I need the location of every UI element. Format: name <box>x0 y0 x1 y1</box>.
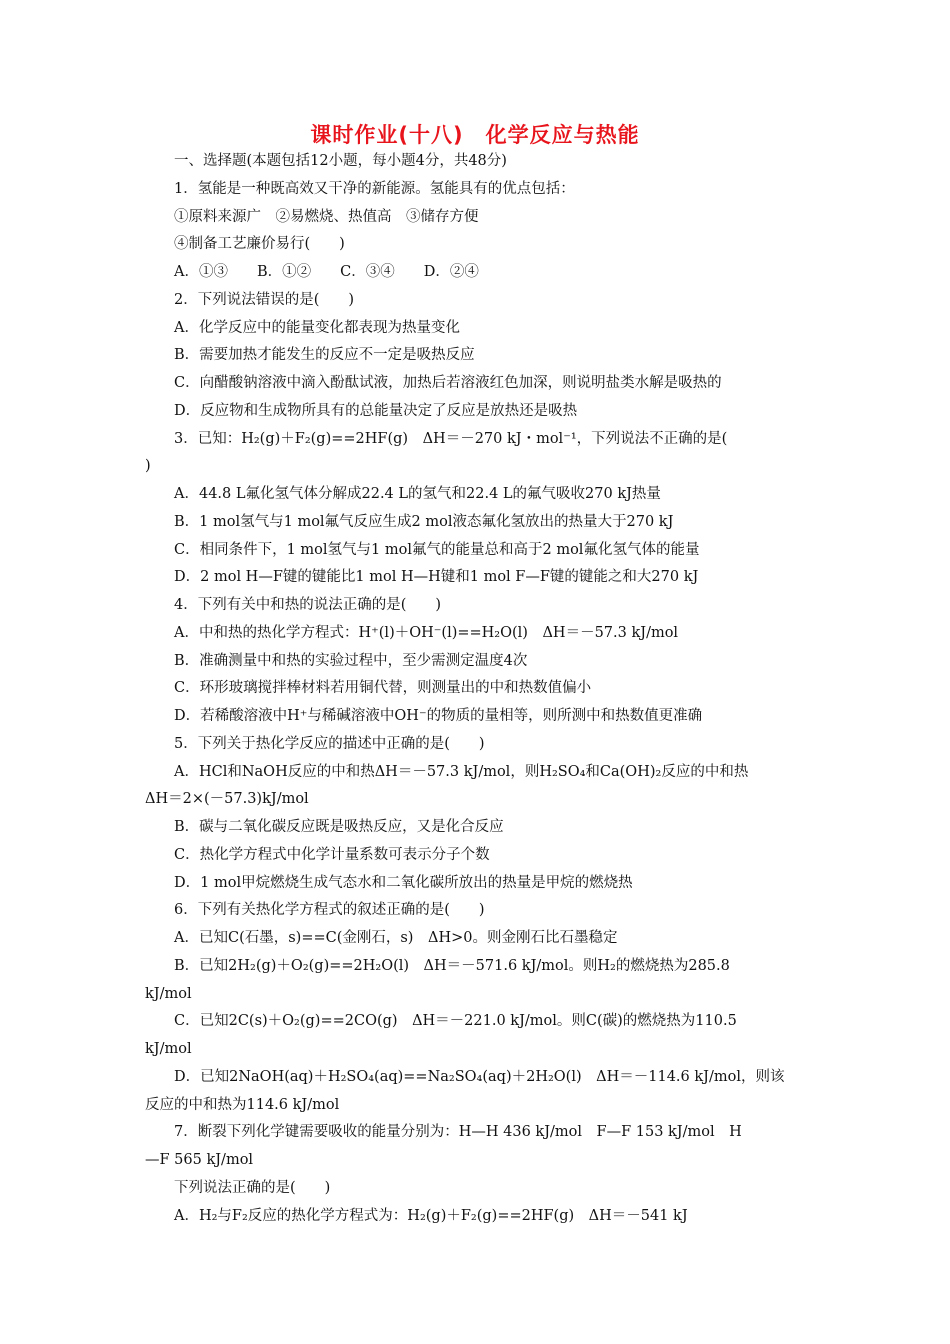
question-6-option-b-continued: kJ/mol <box>145 985 192 1002</box>
question-2-option-b: B．需要加热才能发生的反应不一定是吸热反应 <box>174 347 475 364</box>
question-7-stem: 7．断裂下列化学键需要吸收的能量分别为：H—H 436 kJ/mol F—F 153 kJ/mol H <box>174 1124 742 1141</box>
question-3-option-c: C．相同条件下，1 mol氢气与1 mol氟气的能量总和高于2 mol氟化氢气体的能量 <box>174 541 700 558</box>
question-7-option-a: A．H₂与F₂反应的热化学方程式为：H₂(g)＋F₂(g)==2HF(g) ΔH＝－541 kJ <box>174 1207 688 1224</box>
question-5-option-b: B．碳与二氧化碳反应既是吸热反应，又是化合反应 <box>174 819 504 835</box>
question-6-option-c: C．已知2C(s)＋O₂(g)==2CO(g) ΔH＝－221.0 kJ/mol。则C(碳)的燃烧热为110.5 <box>174 1013 737 1030</box>
question-1-text: ①原料来源广 ②易燃烧、热值高 ③储存方便 <box>174 208 479 225</box>
section-heading: 一、选择题(本题包括12小题，每小题4分，共48分) <box>174 153 507 169</box>
question-6-stem: 6．下列有关热化学方程式的叙述正确的是( ) <box>174 902 485 919</box>
question-4-stem: 4．下列有关中和热的说法正确的是( ) <box>174 597 442 613</box>
question-6-option-d: D．已知2NaOH(aq)＋H₂SO₄(aq)==Na₂SO₄(aq)＋2H₂O(l) ΔH＝－114.6 kJ/mol，则该 <box>174 1068 785 1085</box>
question-3-stem-continued: ) <box>145 458 151 475</box>
question-6-option-c-continued: kJ/mol <box>145 1041 192 1057</box>
question-4-option-b: B．准确测量中和热的实验过程中，至少需测定温度4次 <box>174 652 528 669</box>
question-1-stem: 1．氢能是一种既高效又干净的新能源。氢能具有的优点包括： <box>174 180 575 197</box>
question-3-option-a: A．44.8 L氟化氢气体分解成22.4 L的氢气和22.4 L的氟气吸收270 kJ热量 <box>174 486 661 502</box>
question-4-option-a: A．中和热的热化学方程式：H⁺(l)＋OH⁻(l)==H₂O(l) ΔH＝－57.3 kJ/mol <box>174 624 679 641</box>
question-3-option-b: B．1 mol氢气与1 mol氟气反应生成2 mol液态氟化氢放出的热量大于270 kJ <box>174 513 674 530</box>
question-7-prompt: 下列说法正确的是( ) <box>174 1179 331 1196</box>
question-5-option-a: A．HCl和NaOH反应的中和热ΔH＝－57.3 kJ/mol，则H₂SO₄和Ca(OH)₂反应的中和热 <box>174 763 749 780</box>
page-title: 课时作业(十八) 化学反应与热能 <box>310 123 640 147</box>
question-1-options: A．①③ B．①② C．③④ D．②④ <box>174 264 479 280</box>
question-1-text: ④制备工艺廉价易行( ) <box>174 236 345 253</box>
question-list <box>145 148 810 1230</box>
question-5-option-d: D．1 mol甲烷燃烧生成气态水和二氧化碳所放出的热量是甲烷的燃烧热 <box>174 874 633 891</box>
question-3-stem: 3．已知：H₂(g)＋F₂(g)==2HF(g) ΔH＝－270 kJ・mol⁻¹，下列说法不正确的是( <box>174 430 728 447</box>
question-6-option-a: A．已知C(石墨，s)==C(金刚石，s) ΔH>0。则金刚石比石墨稳定 <box>174 930 618 946</box>
question-5-option-c: C．热化学方程式中化学计量系数可表示分子个数 <box>174 846 490 863</box>
question-2-option-a: A．化学反应中的能量变化都表现为热量变化 <box>174 319 460 336</box>
question-3-option-d: D．2 mol H—F键的键能比1 mol H—H键和1 mol F—F键的键能之和大270 kJ <box>174 569 699 586</box>
question-7-stem-continued: —F 565 kJ/mol <box>145 1152 254 1168</box>
question-6-option-d-continued: 反应的中和热为114.6 kJ/mol <box>145 1096 340 1113</box>
question-6-option-b: B．已知2H₂(g)＋O₂(g)==2H₂O(l) ΔH＝－571.6 kJ/mol。则H₂的燃烧热为285.8 <box>174 957 730 974</box>
question-2-stem: 2．下列说法错误的是( ) <box>174 291 355 308</box>
question-2-option-d: D．反应物和生成物所具有的总能量决定了反应是放热还是吸热 <box>174 402 578 419</box>
question-2-option-c: C．向醋酸钠溶液中滴入酚酞试液，加热后若溶液红色加深，则说明盐类水解是吸热的 <box>174 375 722 391</box>
question-5-stem: 5．下列关于热化学反应的描述中正确的是( ) <box>174 735 485 752</box>
question-4-option-d: D．若稀酸溶液中H⁺与稀碱溶液中OH⁻的物质的量相等，则所测中和热数值更准确 <box>174 708 703 724</box>
question-4-option-c: C．环形玻璃搅拌棒材料若用铜代替，则测量出的中和热数值偏小 <box>174 680 592 697</box>
question-5-option-a-continued: ΔH＝2×(－57.3)kJ/mol <box>145 791 309 808</box>
